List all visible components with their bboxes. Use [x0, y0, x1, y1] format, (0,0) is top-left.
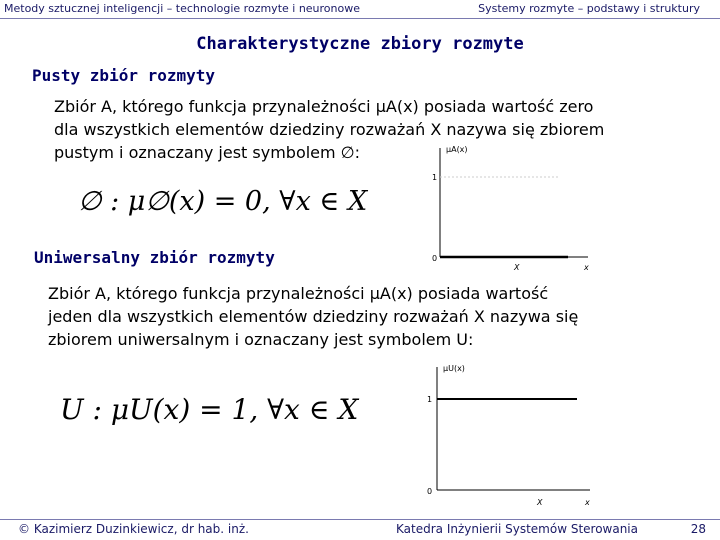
header-topic: Systemy rozmyte – podstawy i struktury — [478, 2, 700, 15]
formula-empty-set: ∅ : μ∅(x) = 0, ∀x ∈ X — [78, 186, 368, 217]
formula-universal-set: U : μU(x) = 1, ∀x ∈ X — [60, 393, 359, 426]
header-course-title: Metody sztucznej inteligencji – technologie rozmyte i neuronowe — [4, 2, 361, 15]
graph-x-axis-name: x — [585, 498, 590, 507]
text-line: zbiorem uniwersalnym i oznaczany jest symbolem U: — [48, 330, 474, 349]
graph-empty-membership — [418, 140, 603, 275]
graph-x-axis-name: x — [584, 263, 589, 272]
footer-department: Katedra Inżynierii Systemów Sterowania — [396, 522, 638, 536]
graph-x-label: X — [537, 498, 543, 507]
text-line: pustym i oznaczany jest symbolem ∅: — [54, 143, 361, 162]
footer-divider — [0, 519, 720, 520]
graph-tick-0: 0 — [427, 487, 433, 496]
header-divider — [0, 18, 720, 19]
paragraph-universal-set — [48, 282, 578, 351]
graph-y-label: μU(x) — [443, 364, 465, 373]
graph-universal-membership — [415, 357, 600, 517]
graph-x-label: X — [514, 263, 520, 272]
graph-tick-1: 1 — [432, 173, 438, 182]
page-number: 28 — [690, 522, 706, 536]
graph-y-label: μA(x) — [446, 145, 468, 154]
heading-empty-set: Pusty zbiór rozmyty — [32, 66, 216, 85]
text-line: Zbiór A, którego funkcja przynależności μA(x) posiada wartość — [48, 284, 549, 303]
heading-universal-set: Uniwersalny zbiór rozmyty — [34, 248, 275, 267]
footer-author: © Kazimierz Duzinkiewicz, dr hab. inż. — [18, 522, 249, 536]
text-line: dla wszystkich elementów dziedziny rozważań X nazywa się zbiorem — [54, 120, 605, 139]
slide-title: Charakterystyczne zbiory rozmyte — [196, 34, 524, 54]
graph-tick-1: 1 — [427, 395, 433, 404]
graph-tick-0: 0 — [432, 254, 438, 263]
text-line: Zbiór A, którego funkcja przynależności μA(x) posiada wartość zero — [54, 97, 594, 116]
text-line: jeden dla wszystkich elementów dziedziny rozważań X nazywa się — [48, 307, 579, 326]
